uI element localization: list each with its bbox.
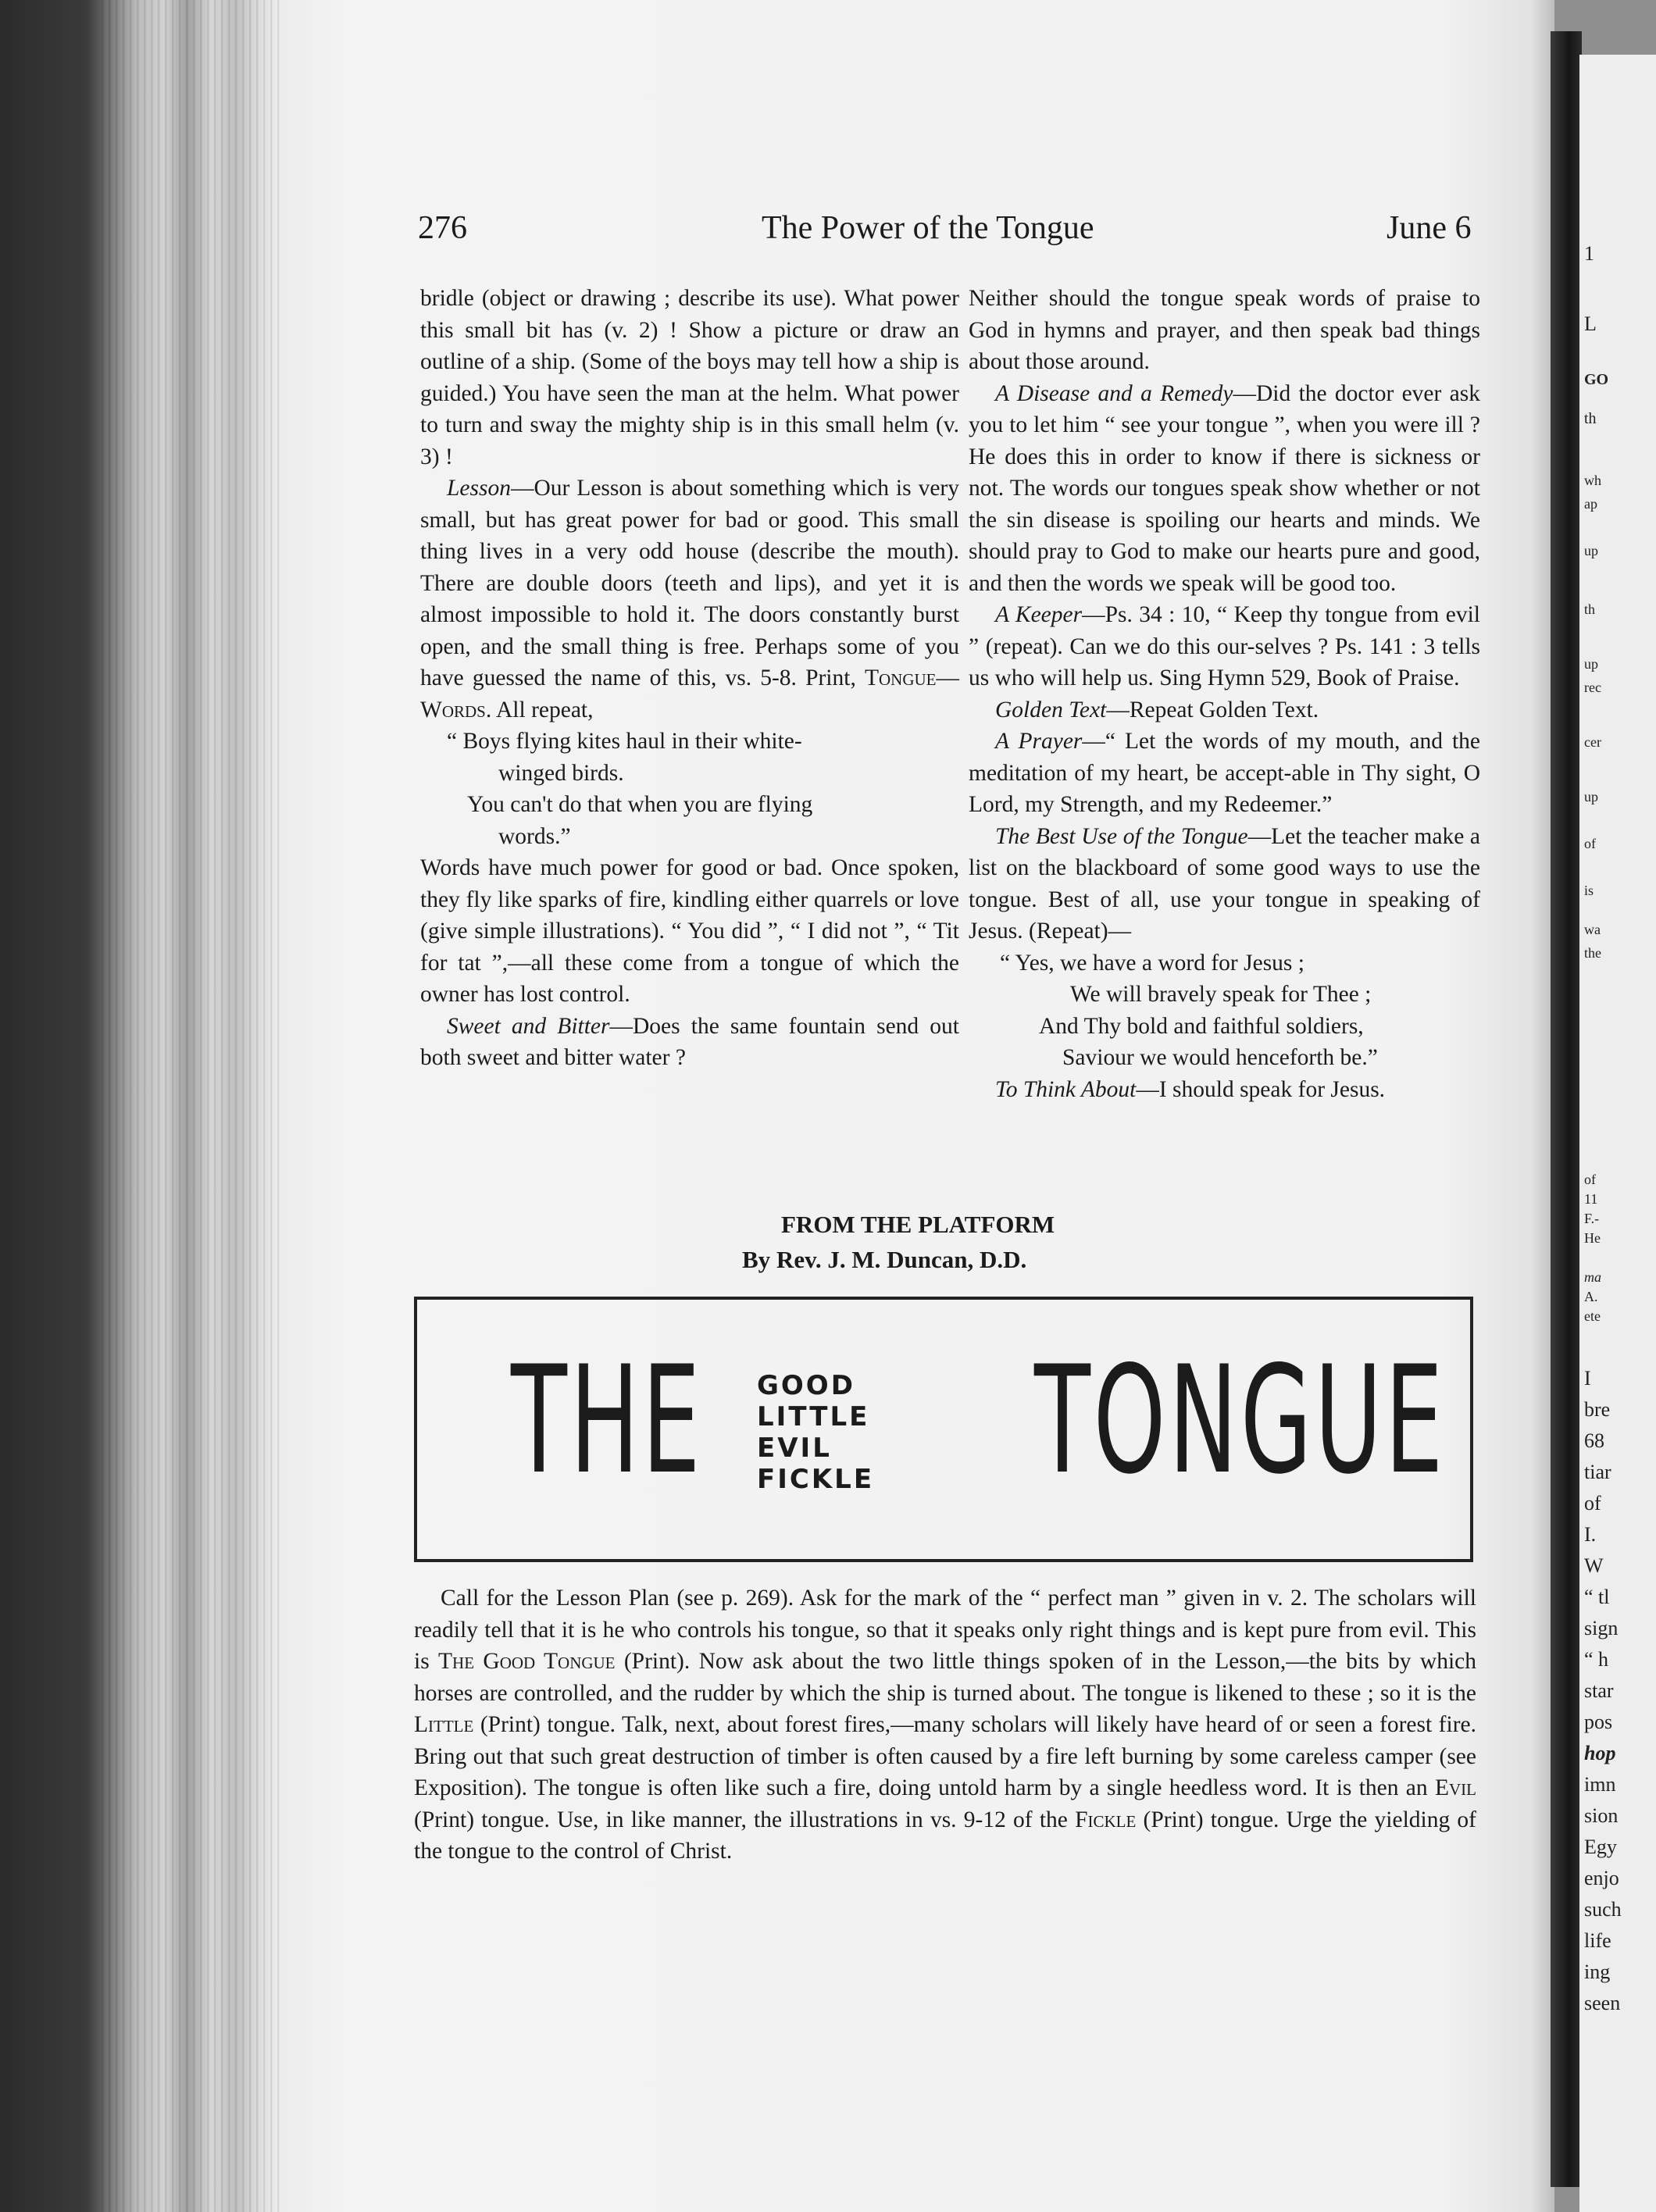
prayer-paragraph: A Prayer—“ Let the words of my mouth, and the meditation of my heart, be accept-able in Thy sight, O Lord, my Strength, and my Redeemer.” — [969, 729, 1480, 817]
fragment: ete — [1584, 1308, 1601, 1324]
golden-text-paragraph: Golden Text—Repeat Golden Text. — [995, 697, 1319, 722]
fragment: A. — [1584, 1289, 1598, 1304]
poem-line: You can't do that when you are flying — [467, 792, 813, 817]
fragment: I. — [1584, 1523, 1597, 1546]
fragment: is — [1584, 883, 1594, 898]
platform-text — [414, 1582, 1476, 1868]
fragment: sign — [1584, 1617, 1619, 1639]
poem-line: winged birds. — [498, 760, 624, 786]
fragment: W — [1584, 1554, 1604, 1577]
section-heading: A Keeper — [995, 602, 1083, 627]
book-gutter — [1551, 31, 1582, 2187]
page-number: 276 — [418, 210, 467, 246]
paragraph: bridle (object or drawing ; describe its use). What power this small bit has (v. 2) ! Show a picture or draw an outline of a ship. (Some of the boys may tell how a ship is guided.) You have seen the man at the helm. What power to turn and sway the mighty ship is in this small helm (v. 3) ! — [420, 286, 959, 469]
fragment: He — [1584, 1230, 1601, 1246]
fragment: such — [1584, 1898, 1622, 1921]
poem-line: words.” — [498, 823, 571, 849]
fragment: up — [1584, 789, 1598, 805]
fragment: tiar — [1584, 1461, 1611, 1483]
fragment: th — [1584, 410, 1597, 427]
fragment: of — [1584, 836, 1596, 851]
fragment: seen — [1584, 1992, 1621, 2014]
sweet-bitter-paragraph: Sweet and Bitter—Does the same fountain send out both sweet and bitter water ? — [420, 1013, 959, 1070]
best-use-paragraph: The Best Use of the Tongue—Let the teacher make a list on the blackboard of some good ways to use the tongue. Best of all, use your tongue in speaking of Jesus. (Repeat)— — [969, 823, 1480, 944]
blackboard-list — [757, 1370, 874, 1495]
keeper-paragraph: A Keeper—Ps. 34 : 10, “ Keep thy tongue from evil ” (repeat). Can we do this our-selves ? Ps. 141 : 3 tells us who will help us. Sing Hymn 529, Book of Praise. — [969, 602, 1480, 690]
fragment: imn — [1584, 1773, 1616, 1796]
fragment: 68 — [1584, 1429, 1604, 1452]
book-page-edges — [0, 0, 281, 2212]
hymn-line: We will bravely speak for Thee ; — [1070, 982, 1372, 1007]
fragment: 11 — [1584, 1191, 1598, 1207]
hymn-line: And Thy bold and faithful soldiers, — [1039, 1013, 1364, 1039]
fragment: wh — [1584, 473, 1601, 488]
lesson-paragraph: Lesson—Our Lesson is about something which is very small, but has great power for bad or good. This small thing lives in a very odd house (describe the mouth). There are double doors (teeth and lips), and yet it is almost impossible to hold it. The doors constantly burst open, and the small thing is free. Perhaps some of you have guessed the name of this, vs. 5-8. Print, Tongue—Words. All repeat, — [420, 476, 959, 722]
running-title: The Power of the Tongue — [762, 210, 1094, 246]
fragment: th — [1584, 601, 1596, 617]
list-item: FICKLE — [757, 1464, 875, 1495]
fragment: F.- — [1584, 1211, 1600, 1226]
list-item: GOOD — [757, 1370, 855, 1401]
fragment: hop — [1584, 1742, 1616, 1764]
fragment: “ h — [1584, 1648, 1609, 1671]
paragraph: Call for the Lesson Plan (see p. 269). Ask for the mark of the “ perfect man ” given in v. 2. The scholars will readily tell that it is he who controls his tongue, so that it speaks only right things and is kept pure from evil. This is The Good Tongue (Print). Now ask about the two little things spoken of in the Lesson,—the bits by which horses are controlled, and the rudder by which the ship is turned about. The tongue is likened to these ; so it is the Little (Print) tongue. Talk, next, about forest fires,—many scholars will likely have heard of or seen a forest fire. Bring out that such great destruction of timber is often caused by a fire left burning by some careless camper (see Exposition). The tongue is often like such a fire, doing untold harm by a single heedless word. It is then an Evil (Print) tongue. Use, in like manner, the illustrations in vs. 9-12 of the Fickle (Print) tongue. Urge the yielding of the tongue to the control of Christ. — [414, 1586, 1476, 1864]
paragraph: Neither should the tongue speak words of praise to God in hymns and prayer, and then speak bad things about those around. — [969, 286, 1480, 374]
fragment: ap — [1584, 496, 1597, 512]
fragment: enjo — [1584, 1867, 1619, 1889]
poem-line: “ Boys flying kites haul in their white- — [447, 729, 802, 754]
fragment: bre — [1584, 1398, 1611, 1421]
fragment: Egy — [1584, 1836, 1617, 1858]
fragment: up — [1584, 543, 1598, 558]
fragment: rec — [1584, 680, 1601, 695]
blackboard-word-tongue: TONGUE — [1034, 1334, 1447, 1507]
fragment: L — [1584, 312, 1597, 335]
list-item: EVIL — [757, 1432, 832, 1464]
paragraph: Words have much power for good or bad. Once spoken, they fly like sparks of fire, kindling either quarrels or love (give simple illustrations). “ You did ”, “ I did not ”, “ Tit for tat ”,—all these come from a tongue of which the owner has lost control. — [420, 855, 959, 1007]
fragment: ing — [1584, 1960, 1611, 1983]
fragment: the — [1584, 945, 1601, 961]
fragment: 1 — [1584, 242, 1594, 265]
hymn-line: Saviour we would henceforth be.” — [1062, 1045, 1378, 1070]
fragment: “ tl — [1584, 1586, 1610, 1608]
fragment: ma — [1584, 1269, 1601, 1285]
fragment: of — [1584, 1172, 1596, 1187]
section-heading: Lesson — [447, 476, 511, 501]
running-date: June 6 — [1387, 210, 1472, 246]
hymn-line: “ Yes, we have a word for Jesus ; — [1000, 950, 1304, 976]
section-heading: The Best Use of the Tongue — [995, 823, 1248, 849]
right-column — [969, 283, 1480, 1105]
fragment: up — [1584, 656, 1598, 672]
fragment: I — [1584, 1367, 1591, 1390]
fragment: sion — [1584, 1804, 1619, 1827]
section-heading: Golden Text — [995, 697, 1107, 722]
section-heading: Sweet and Bitter — [447, 1013, 610, 1039]
left-column — [420, 283, 959, 1074]
list-item: LITTLE — [757, 1401, 870, 1432]
platform-byline: By Rev. J. M. Duncan, D.D. — [742, 1246, 1027, 1273]
fragment: of — [1584, 1492, 1601, 1515]
fragment: wa — [1584, 922, 1601, 937]
platform-heading: FROM THE PLATFORM — [781, 1211, 1055, 1238]
section-heading: To Think About — [995, 1076, 1137, 1102]
blackboard-diagram — [414, 1297, 1473, 1562]
fragment: pos — [1584, 1711, 1613, 1733]
section-heading: A Prayer — [995, 729, 1083, 754]
facing-page-fragment — [1579, 55, 1656, 2212]
section-heading: A Disease and a Remedy — [995, 380, 1233, 406]
think-about-paragraph: To Think About—I should speak for Jesus. — [995, 1076, 1386, 1102]
fragment: star — [1584, 1679, 1614, 1702]
fragment: cer — [1584, 734, 1601, 750]
fragment: GO — [1584, 371, 1609, 388]
blackboard-word-the: THE — [511, 1334, 704, 1507]
fragment: life — [1584, 1929, 1611, 1952]
disease-paragraph: A Disease and a Remedy—Did the doctor ever ask you to let him “ see your tongue ”, when you were ill ? He does this in order to know if there is sickness or not. The words our tongues speak show whether or not the sin disease is spoiling our hearts and minds. We should pray to God to make our hearts pure and good, and then the words we speak will be good too. — [969, 380, 1480, 596]
